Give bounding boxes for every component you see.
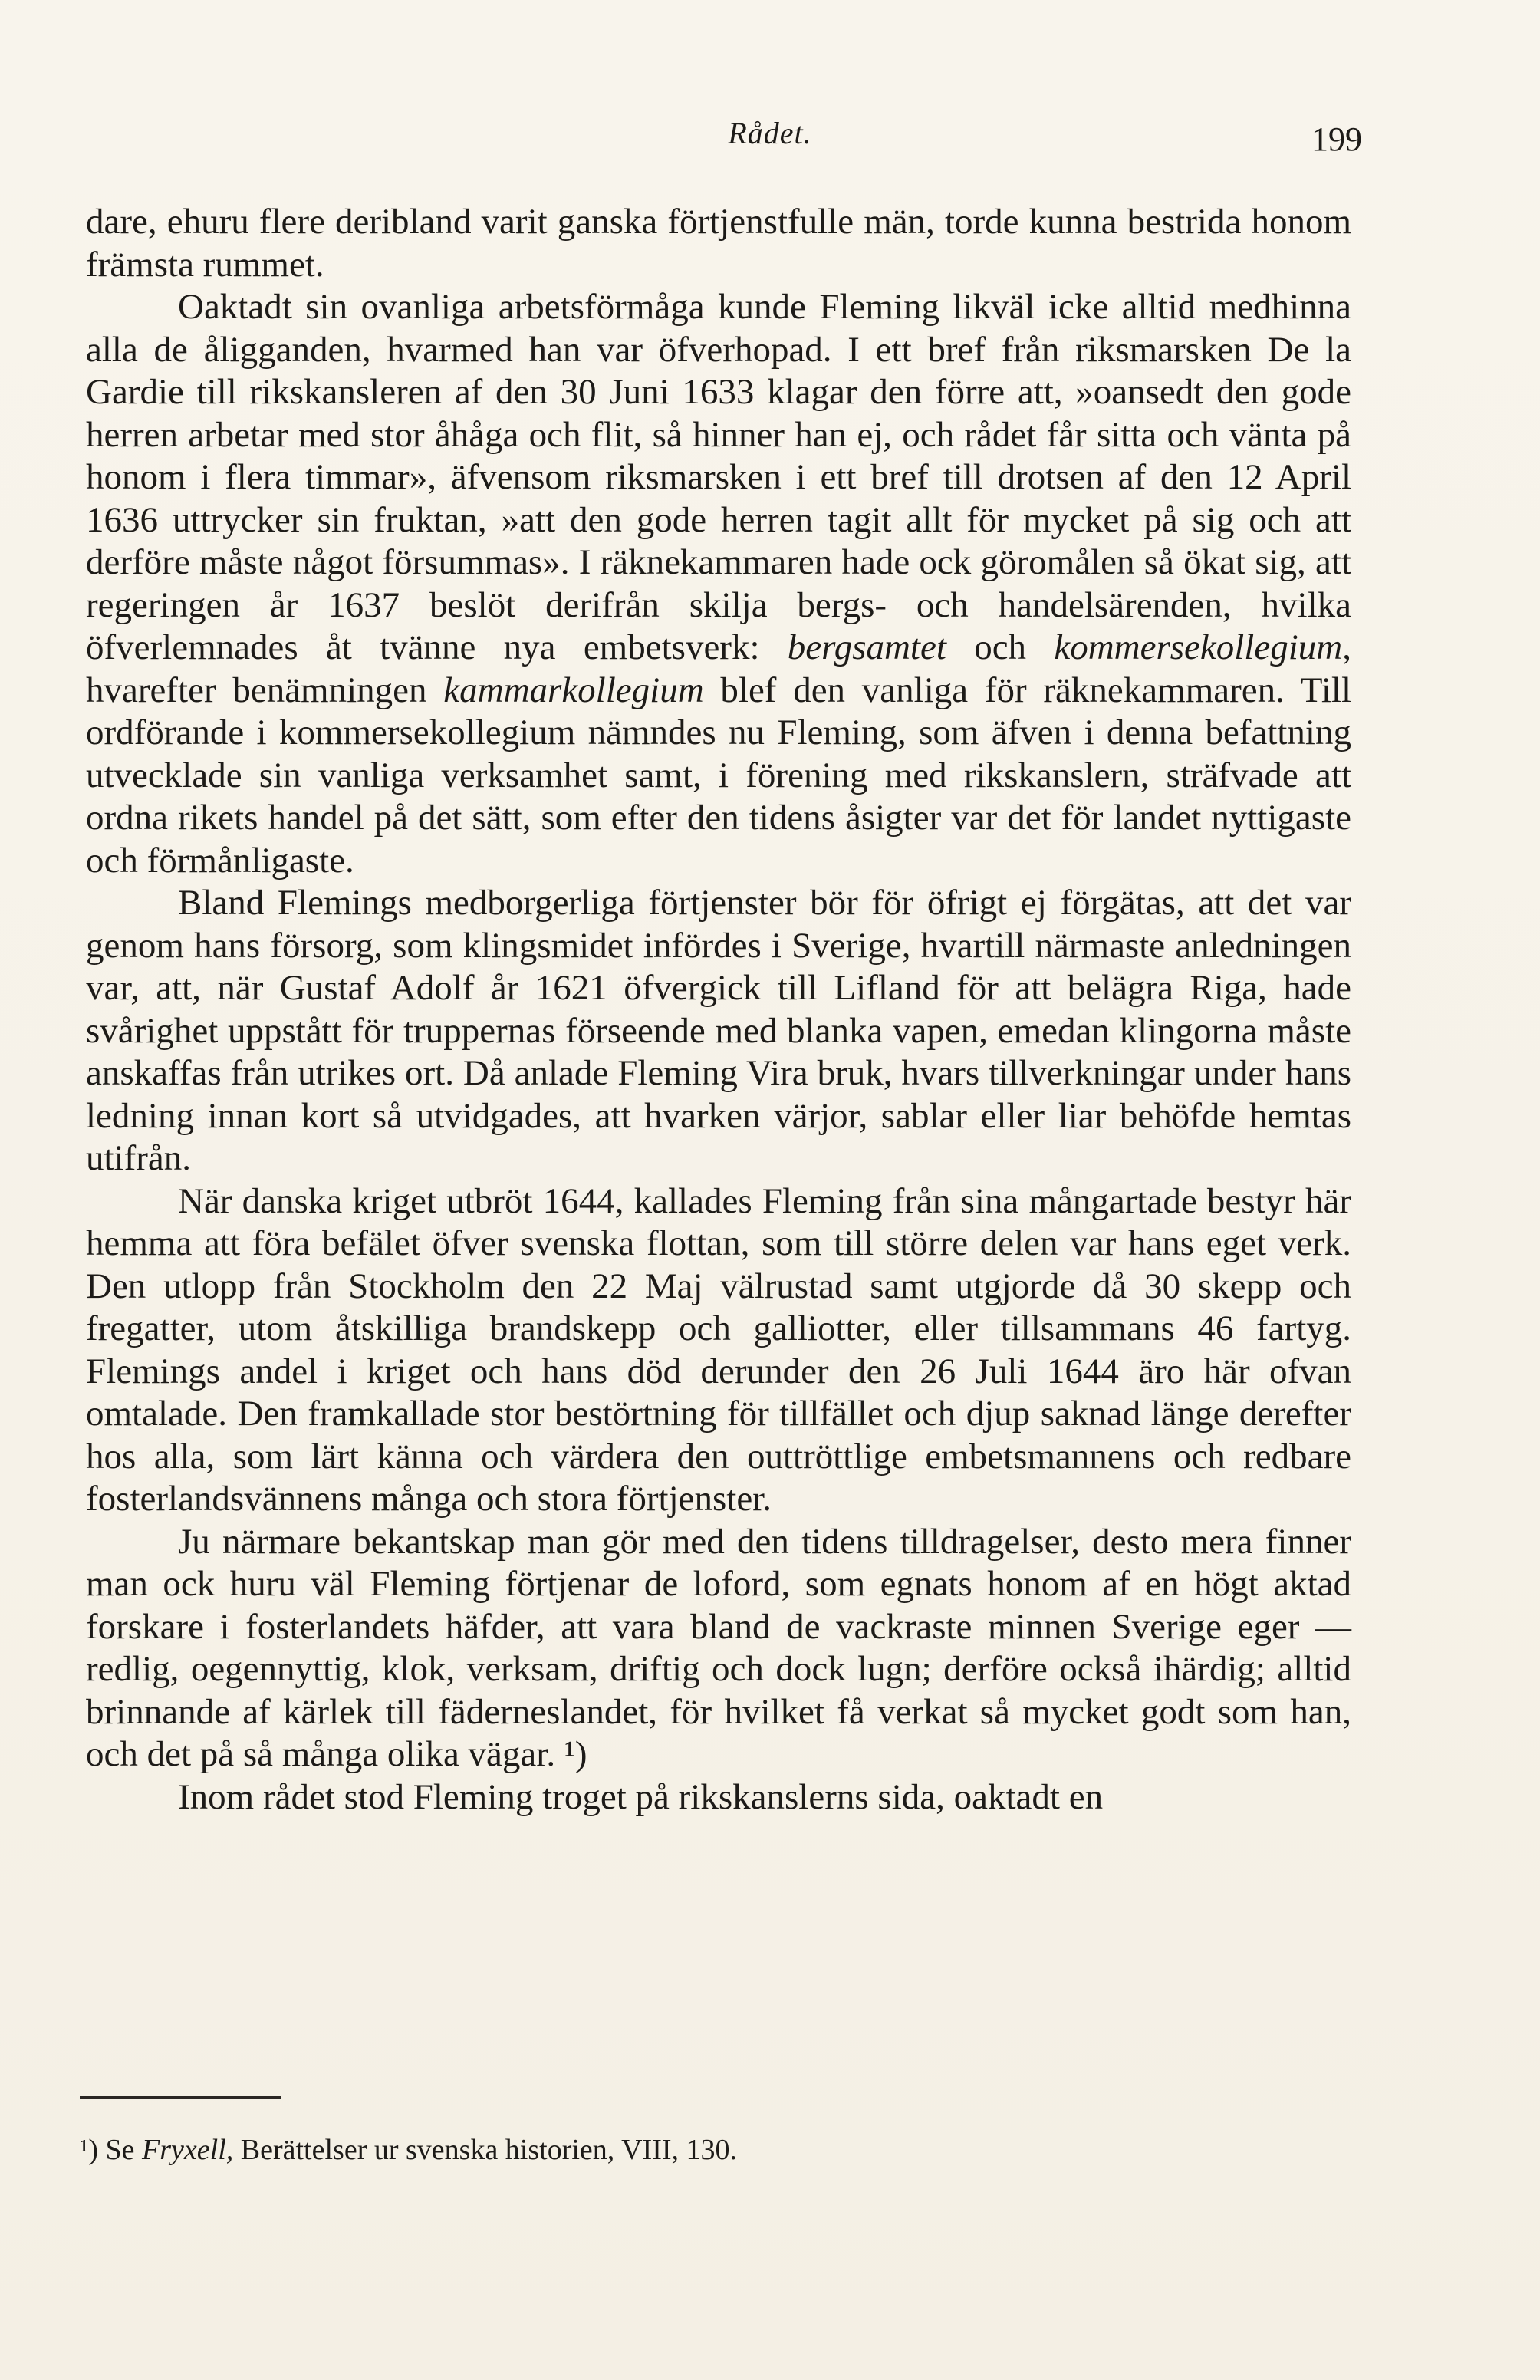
footnote-author: Fryxell, xyxy=(142,2134,234,2166)
footnote xyxy=(80,2132,1345,2168)
paragraph-5: Ju närmare bekantskap man gör med den tidens tilldragelser, desto mera finner man ock huru väl Fleming förtjenar de loford, som egnats honom af en högt aktad forskare i fosterlandets häfder, att vara bland de vackraste minnen Sverige eger — redlig, oegennyttig, klok, verksam, driftig och dock lugn; derföre också ihärdig; alltid brinnande af kärlek till fäderneslandet, för hvilket få verkat så mycket godt som han, och det på så många olika vägar. ¹) xyxy=(86,1521,1351,1774)
paragraph-2-text-a: Oaktadt sin ovanliga arbetsförmåga kunde Fleming likväl icke alltid medhinna alla de åligganden, hvarmed han var öfverhopad. I ett bref från riksmarsken De la Gardie till rikskansleren af den 30 Juni 1633 klagar den förre att, »oansedt den gode herren arbetar med stor åhåga och flit, så hinner han ej, och rådet får sitta och vänta på honom i flera timmar», äfvensom riksmarsken i ett bref till drotsen af den 12 April 1636 uttrycker sin fruktan, »att den gode herren tagit allt för mycket på sig och att derföre måste något försummas». I räknekammaren hade ock göromålen så ökat sig, att regeringen år 1637 beslöt derifrån skilja bergs- och handelsärenden, hvilka öfverlemnades åt tvänne nya embetsverk: xyxy=(86,287,1351,667)
paragraph-1: dare, ehuru flere deribland varit ganska förtjenstfulle män, torde kunna bestrida honom främsta rummet. xyxy=(86,202,1351,285)
footnote-text-post: Berättelser ur svenska historien, VIII, 130. xyxy=(233,2134,738,2166)
paragraph-2 xyxy=(86,286,1351,882)
paragraph-2-text-c: , hvarefter benämningen xyxy=(86,627,1351,710)
page-number: 199 xyxy=(1311,120,1362,158)
term-bergsamtet: bergsamtet xyxy=(787,627,946,667)
footnote-marker: ¹) xyxy=(80,2134,99,2166)
term-kommersekollegium: kommersekollegium xyxy=(1054,627,1343,667)
body-text xyxy=(86,201,1351,1819)
footnote-divider xyxy=(80,2096,281,2099)
term-kammarkollegium: kammarkollegium xyxy=(443,670,704,710)
paragraph-6: Inom rådet stod Fleming troget på rikskanslerns sida, oaktadt en xyxy=(178,1776,1104,1817)
footnote-text-pre: Se xyxy=(98,2134,143,2166)
running-head xyxy=(0,115,1540,161)
paragraph-2-text-b: och xyxy=(946,627,1055,667)
paragraph-4: När danska kriget utbröt 1644, kallades Fleming från sina mångartade bestyr här hemma att föra befälet öfver svenska flottan, som till större delen var hans eget verk. Den utlopp från Stockholm den 22 Maj välrustad samt utgjorde då 30 skepp och fregatter, utom åtskilliga brandskepp och galliotter, eller tillsammans 46 fartyg. Flemings andel i kriget och hans död derunder den 26 Juli 1644 äro här ofvan omtalade. Den framkallade stor bestörtning för tillfället och djup saknad länge derefter hos alla, som lärt känna och värdera den outtröttlige embetsmannens och redbare fosterlandsvännens många och stora förtjenster. xyxy=(86,1180,1351,1519)
paragraph-3: Bland Flemings medborgerliga förtjenster bör för öfrigt ej förgätas, att det var genom hans försorg, som klingsmidet infördes i Sverige, hvartill närmaste anledningen var, att, när Gustaf Adolf år 1621 öfvergick till Lifland för att belägra Riga, hade svårighet uppstått för truppernas förseende med blanka vapen, emedan klingorna måste anskaffas från utrikes ort. Då anlade Fleming Vira bruk, hvars tillverkningar under hans ledning innan kort så utvidgades, att hvarken värjor, sablar eller liar behöfde hemtas utifrån. xyxy=(86,883,1351,1178)
running-title: Rådet. xyxy=(728,116,812,150)
paragraph-2-text-d: blef den vanliga för räknekammaren. Till ordförande i kommersekollegium nämndes nu Fleming, som äfven i denna befattning utvecklade sin vanliga verksamhet samt, i förening med rikskanslern, sträfvade att ordna rikets handel på det sätt, som efter den tidens åsigter var det för landet nyttigaste och förmånligaste. xyxy=(86,670,1352,881)
